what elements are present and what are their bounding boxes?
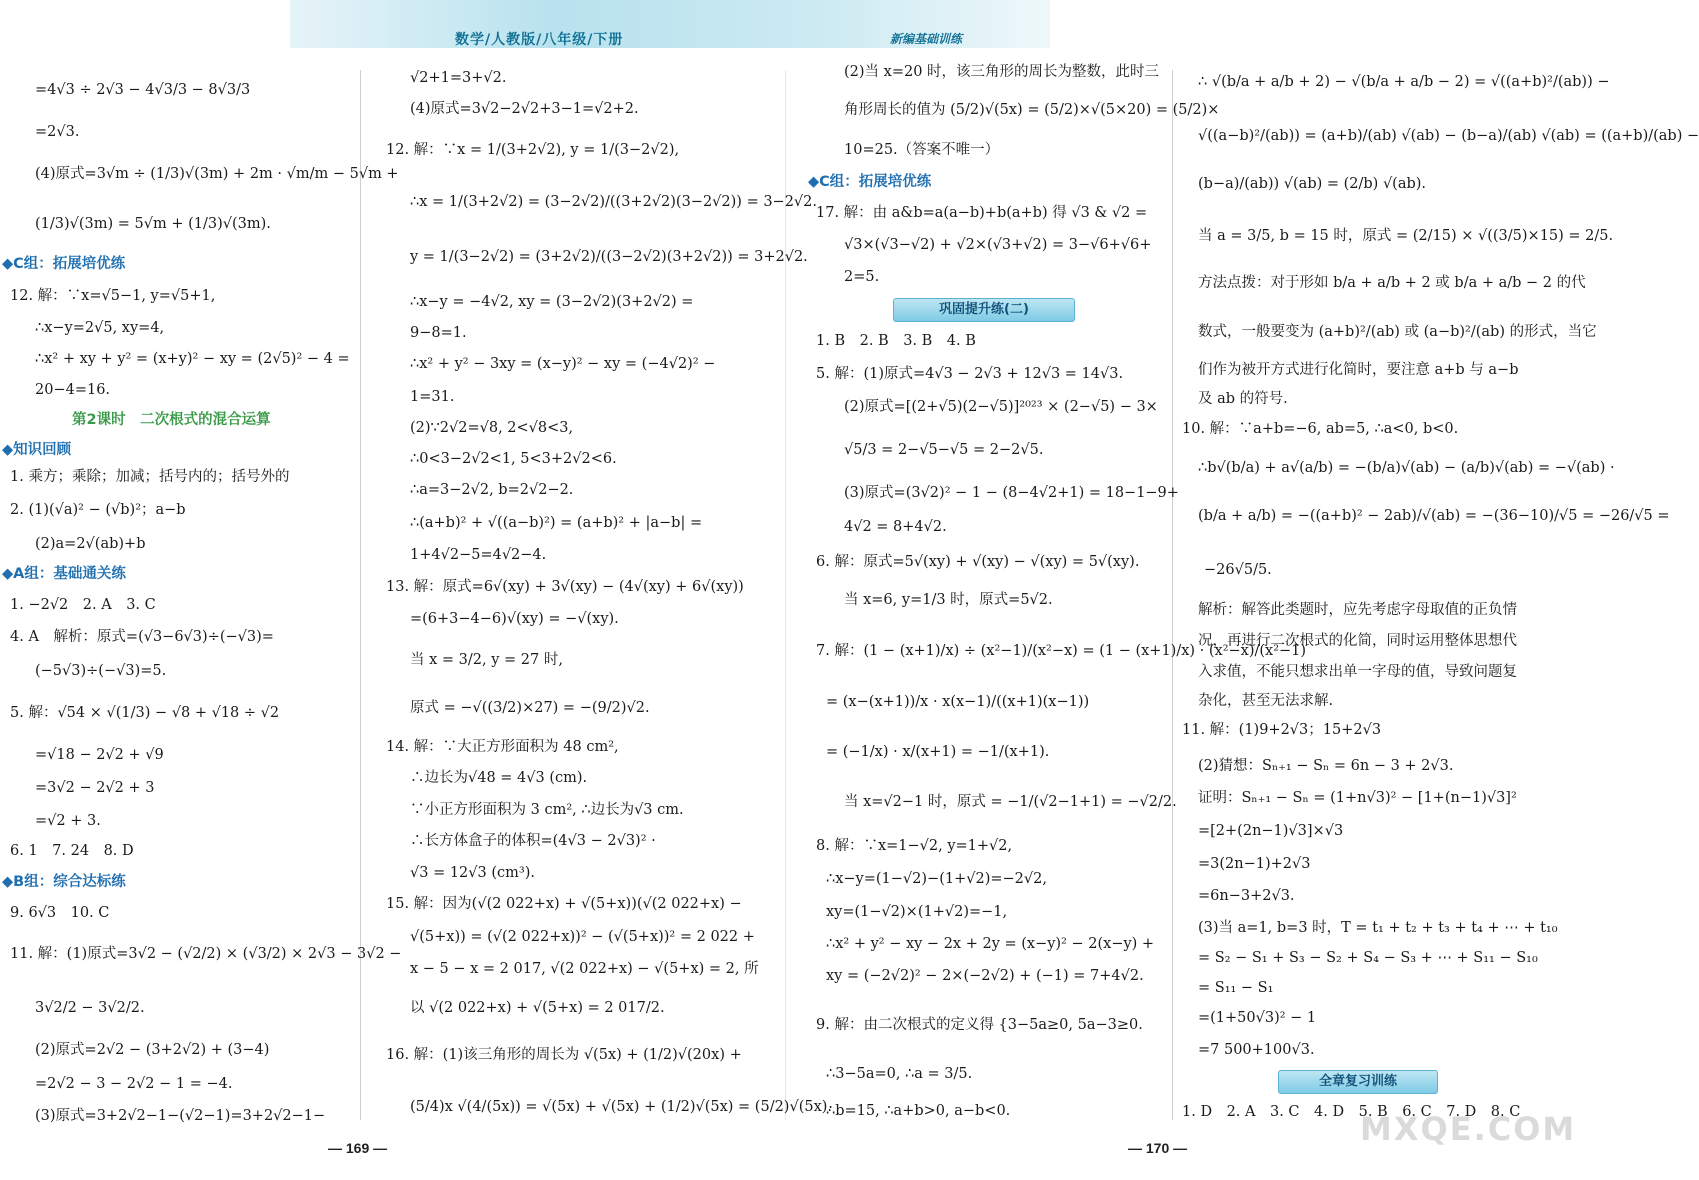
- text-line: √((a−b)²/(ab)) = (a+b)/(ab) √(ab) − (b−a)/(ab) √(ab) = ((a+b)/(ab) −: [1198, 128, 1699, 144]
- column-2: [362, 0, 833, 1140]
- text-line: 当 x=√2−1 时，原式 = −1/(√2−1+1) = −√2/2.: [844, 794, 1177, 810]
- lesson-title: 第2课时 二次根式的混合运算: [72, 412, 271, 428]
- text-line: ∴b=15, ∴a+b>0, a−b<0.: [826, 1103, 1011, 1119]
- text-line: = (−1/x) · x/(x+1) = −1/(x+1).: [826, 744, 1050, 760]
- text-line: √(5+x)) = (√(2 022+x))² − (√(5+x))² = 2 022 +: [410, 929, 755, 945]
- text-line: (2)猜想：Sₙ₊₁ − Sₙ = 6n − 3 + 2√3.: [1198, 758, 1454, 774]
- section-banner: 全章复习训练: [1278, 1070, 1438, 1094]
- text-line: 6. 1 7. 24 8. D: [10, 843, 134, 859]
- text-line: ∴x² + xy + y² = (x+y)² − xy = (2√5)² − 4 =: [35, 351, 350, 367]
- text-line: 们作为被开方式进行化简时，要注意 a+b 与 a−b: [1198, 362, 1519, 378]
- text-line: 2. (1)(√a)² − (√b)²；a−b: [10, 502, 186, 518]
- text-line: 1. 乘方；乘除；加减；括号内的；括号外的: [10, 469, 290, 485]
- text-line: =3(2n−1)+2√3: [1198, 856, 1311, 872]
- text-line: ∴(a+b)² + √((a−b)²) = (a+b)² + |a−b| =: [410, 515, 703, 531]
- text-line: 11. 解：(1)9+2√3；15+2√3: [1182, 722, 1382, 738]
- text-line: √2+1=3+√2.: [410, 70, 507, 86]
- text-line: =4√3 ÷ 2√3 − 4√3/3 − 8√3/3: [35, 82, 251, 98]
- text-line: 6. 解：原式=5√(xy) + √(xy) − √(xy) = 5√(xy).: [816, 554, 1140, 570]
- text-line: 9. 解：由二次根式的定义得 {3−5a≥0, 5a−3≥0.: [816, 1017, 1143, 1033]
- text-line: x − 5 − x = 2 017, √(2 022+x) − √(5+x) = 2, 所: [410, 961, 759, 977]
- text-line: xy=(1−√2)×(1+√2)=−1,: [826, 904, 1008, 920]
- text-line: ∴x−y = −4√2, xy = (3−2√2)(3+2√2) =: [410, 294, 694, 310]
- text-line: 当 x=6, y=1/3 时，原式=5√2.: [844, 592, 1053, 608]
- section-heading: ◆C组：拓展培优练: [808, 174, 932, 190]
- brand-name: 新编基础训练: [890, 32, 963, 46]
- text-line: (2)当 x=20 时，该三角形的周长为整数，此时三: [844, 64, 1160, 80]
- text-line: ∴长方体盒子的体积=(4√3 − 2√3)² ·: [410, 833, 656, 849]
- text-line: (2)原式=2√2 − (3+2√2) + (3−4): [35, 1042, 270, 1058]
- page-number-left: — 169 —: [328, 1140, 388, 1156]
- text-line: 2=5.: [844, 269, 880, 285]
- text-line: 9−8=1.: [410, 325, 467, 341]
- text-line: ∴x² + y² − xy − 2x + 2y = (x−y)² − 2(x−y) +: [826, 936, 1155, 952]
- text-line: 及 ab 的符号.: [1198, 391, 1288, 407]
- text-line: ∴x = 1/(3+2√2) = (3−2√2)/((3+2√2)(3−2√2)) = 3−2√2.: [410, 194, 818, 210]
- text-line: 13. 解：原式=6√(xy) + 3√(xy) − (4√(xy) + 6√(xy)): [386, 579, 744, 595]
- text-line: 证明：Sₙ₊₁ − Sₙ = (1+n√3)² − [1+(n−1)√3]²: [1198, 790, 1517, 806]
- text-line: 9. 6√3 10. C: [10, 905, 110, 921]
- text-line: 1+4√2−5=4√2−4.: [410, 547, 547, 563]
- section-heading: ◆知识回顾: [2, 442, 72, 458]
- text-line: 3√2/2 − 3√2/2.: [35, 1000, 145, 1016]
- text-line: 1=31.: [410, 389, 455, 405]
- text-line: (1/3)√(3m) = 5√m + (1/3)√(3m).: [35, 216, 271, 232]
- text-line: 15. 解：因为(√(2 022+x) + √(5+x))(√(2 022+x) −: [386, 896, 742, 912]
- text-line: 1. D 2. A 3. C 4. D 5. B 6. C 7. D 8. C: [1182, 1104, 1521, 1120]
- text-line: =√18 − 2√2 + √9: [35, 747, 164, 763]
- text-line: 入求值，不能只想求出单一字母的值，导致问题复: [1198, 664, 1517, 680]
- column-1: [0, 0, 402, 1140]
- text-line: (4)原式=3√m ÷ (1/3)√(3m) + 2m · √m/m − 5√m +: [35, 166, 399, 182]
- text-line: 杂化，甚至无法求解.: [1198, 693, 1334, 709]
- text-line: = S₁₁ − S₁: [1198, 980, 1274, 996]
- text-line: 4√2 = 8+4√2.: [844, 519, 947, 535]
- text-line: ∴b√(b/a) + a√(a/b) = −(b/a)√(ab) − (a/b)√(ab) = −√(ab) ·: [1198, 460, 1615, 476]
- text-line: 5. 解：(1)原式=4√3 − 2√3 + 12√3 = 14√3.: [816, 366, 1124, 382]
- text-line: = S₂ − S₁ + S₃ − S₂ + S₄ − S₃ + ⋯ + S₁₁ − S₁₀: [1198, 950, 1538, 966]
- text-line: =[2+(2n−1)√3]×√3: [1198, 823, 1344, 839]
- text-line: (4)原式=3√2−2√2+3−1=√2+2.: [410, 101, 639, 117]
- text-line: (2)∵2√2=√8, 2<√8<3,: [410, 420, 574, 436]
- section-heading: ◆B组：综合达标练: [2, 874, 126, 890]
- page-number-right: — 170 —: [1128, 1140, 1188, 1156]
- text-line: =7 500+100√3.: [1198, 1042, 1315, 1058]
- text-line: 12. 解：∵x=√5−1, y=√5+1,: [10, 288, 216, 304]
- text-line: 方法点拨：对于形如 b/a + a/b + 2 或 b/a + a/b − 2 的代: [1198, 275, 1586, 291]
- section-heading: ◆C组：拓展培优练: [2, 256, 126, 272]
- text-line: −26√5/5.: [1204, 562, 1272, 578]
- text-line: ∴0<3−2√2<1, 5<3+2√2<6.: [410, 451, 617, 467]
- text-line: 角形周长的值为 (5/2)√(5x) = (5/2)×√(5×20) = (5/2)×: [844, 102, 1220, 118]
- text-line: (3)当 a=1, b=3 时，T = t₁ + t₂ + t₃ + t₄ + ⋯ + t₁₀: [1198, 920, 1558, 936]
- text-line: 当 x = 3/2, y = 27 时,: [410, 652, 563, 668]
- text-line: √5/3 = 2−√5−√5 = 2−2√5.: [844, 442, 1044, 458]
- text-line: =2√2 − 3 − 2√2 − 1 = −4.: [35, 1076, 233, 1092]
- text-line: 况，再进行二次根式的化简，同时运用整体思想代: [1198, 633, 1517, 649]
- text-line: 1. −2√2 2. A 3. C: [10, 597, 156, 613]
- text-line: (3)原式=3+2√2−1−(√2−1)=3+2√2−1−: [35, 1108, 326, 1124]
- watermark: MXQE.COM: [1360, 1110, 1577, 1148]
- text-line: =√2 + 3.: [35, 813, 101, 829]
- text-line: 12. 解：∵x = 1/(3+2√2), y = 1/(3−2√2),: [386, 142, 680, 158]
- text-line: 20−4=16.: [35, 382, 111, 398]
- text-line: =2√3.: [35, 124, 80, 140]
- column-4: [1174, 0, 1699, 1140]
- text-line: =(6+3−4−6)√(xy) = −√(xy).: [410, 611, 619, 627]
- section-banner: 巩固提升练(二): [893, 298, 1075, 322]
- text-line: 10. 解：∵a+b=−6, ab=5, ∴a<0, b<0.: [1182, 421, 1459, 437]
- book-title: 数学/人教版/八年级/下册: [455, 32, 624, 48]
- text-line: 5. 解：√54 × √(1/3) − √8 + √18 ÷ √2: [10, 705, 280, 721]
- text-line: 解析：解答此类题时，应先考虑字母取值的正负情: [1198, 602, 1517, 618]
- text-line: 11. 解：(1)原式=3√2 − (√2/2) × (√3/2) × 2√3 − 3√2 −: [10, 946, 402, 962]
- text-line: √3×(√3−√2) + √2×(√3+√2) = 3−√6+√6+: [844, 237, 1152, 253]
- section-heading: ◆A组：基础通关练: [2, 566, 126, 582]
- text-line: 8. 解：∵x=1−√2, y=1+√2,: [816, 838, 1013, 854]
- column-divider: [1172, 70, 1173, 1120]
- text-line: 4. A 解析：原式=(√3−6√3)÷(−√3)=: [10, 629, 274, 645]
- text-line: ∵小正方形面积为 3 cm², ∴边长为√3 cm.: [410, 802, 684, 818]
- text-line: 7. 解：(1 − (x+1)/x) ÷ (x²−1)/(x²−x) = (1 − (x+1)/x) · (x²−x)/(x²−1): [816, 643, 1307, 659]
- text-line: 17. 解：由 a&b=a(a−b)+b(a+b) 得 √3 & √2 =: [816, 205, 1148, 221]
- text-line: =3√2 − 2√2 + 3: [35, 780, 155, 796]
- text-line: y = 1/(3−2√2) = (3+2√2)/((3−2√2)(3+2√2)) = 3+2√2.: [410, 249, 808, 265]
- text-line: 当 a = 3/5, b = 15 时，原式 = (2/15) × √((3/5)×15) = 2/5.: [1198, 228, 1614, 244]
- text-line: (5/4)x √(4/(5x)) = √(5x) + √(5x) + (1/2)√(5x) = (5/2)√(5x).: [410, 1099, 833, 1115]
- text-line: 1. B 2. B 3. B 4. B: [816, 333, 976, 349]
- text-line: 原式 = −√((3/2)×27) = −(9/2)√2.: [410, 700, 650, 716]
- text-line: (b/a + a/b) = −((a+b)² − 2ab)/√(ab) = −(36−10)/√5 = −26/√5 =: [1198, 508, 1670, 524]
- text-line: 数式，一般要变为 (a+b)²/(ab) 或 (a−b)²/(ab) 的形式，当它: [1198, 324, 1597, 340]
- text-line: ∴x−y=(1−√2)−(1+√2)=−2√2,: [826, 871, 1047, 887]
- text-line: = (x−(x+1))/x · x(x−1)/((x+1)(x−1)): [826, 694, 1090, 710]
- text-line: √3 = 12√3 (cm³).: [410, 865, 535, 881]
- text-line: =6n−3+2√3.: [1198, 888, 1295, 904]
- text-line: =(1+50√3)² − 1: [1198, 1010, 1317, 1026]
- text-line: ∴ √(b/a + a/b + 2) − √(b/a + a/b − 2) = √((a+b)²/(ab)) −: [1198, 74, 1610, 90]
- text-line: (−5√3)÷(−√3)=5.: [35, 663, 167, 679]
- text-line: xy = (−2√2)² − 2×(−2√2) + (−1) = 7+4√2.: [826, 968, 1144, 984]
- page-gutter: [785, 70, 786, 1120]
- text-line: (2)原式=[(2+√5)(2−√5)]²⁰²³ × (2−√5) − 3×: [844, 399, 1158, 415]
- text-line: ∴3−5a=0, ∴a = 3/5.: [826, 1066, 973, 1082]
- text-line: 16. 解：(1)该三角形的周长为 √(5x) + (1/2)√(20x) +: [386, 1047, 742, 1063]
- text-line: 14. 解：∵大正方形面积为 48 cm²,: [386, 739, 619, 755]
- text-line: ∴x−y=2√5, xy=4,: [35, 320, 165, 336]
- text-line: 10=25.（答案不唯一）: [844, 142, 1000, 158]
- text-line: ∴x² + y² − 3xy = (x−y)² − xy = (−4√2)² −: [410, 356, 716, 372]
- text-line: 以 √(2 022+x) + √(5+x) = 2 017/2.: [410, 1000, 665, 1016]
- text-line: ∴a=3−2√2, b=2√2−2.: [410, 482, 574, 498]
- text-line: (3)原式=(3√2)² − 1 − (8−4√2+1) = 18−1−9+: [844, 485, 1179, 501]
- text-line: (b−a)/(ab)) √(ab) = (2/b) √(ab).: [1198, 176, 1427, 192]
- text-line: (2)a=2√(ab)+b: [35, 536, 146, 552]
- text-line: ∴边长为√48 = 4√3 (cm).: [410, 770, 588, 786]
